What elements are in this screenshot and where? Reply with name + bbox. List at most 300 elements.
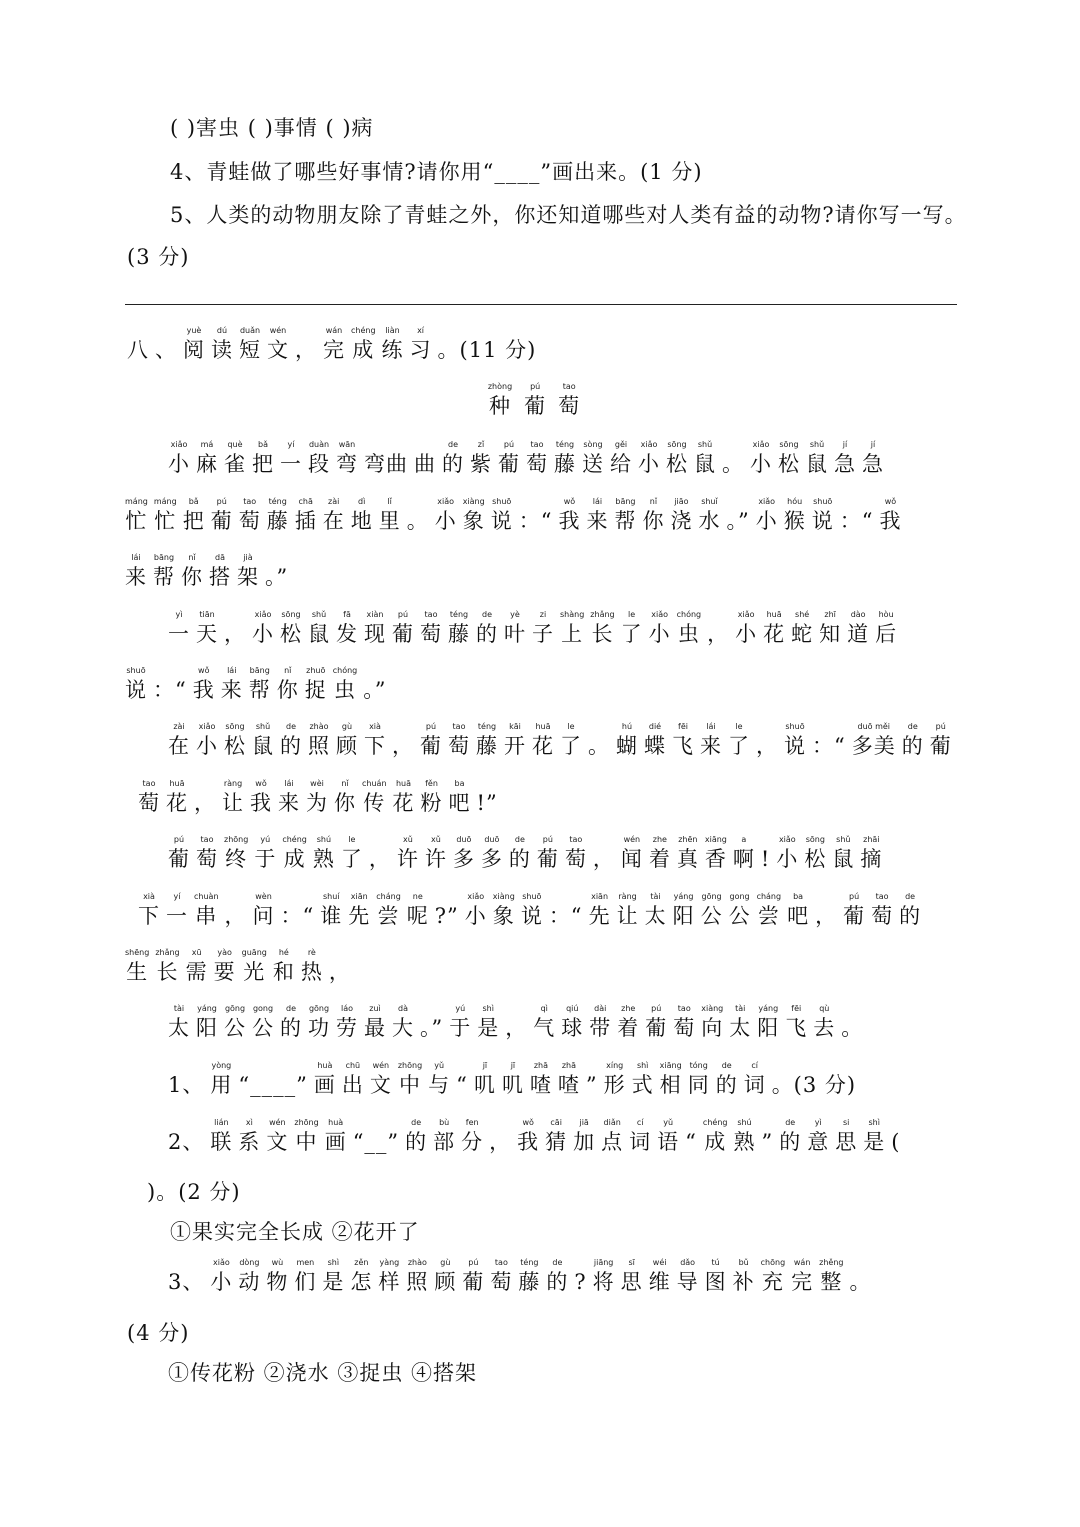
pinyin: tao [569, 835, 583, 844]
hanzi: 猴 [783, 509, 806, 533]
pinyin: wén [269, 326, 287, 335]
pinyin: gong [252, 1004, 274, 1013]
pinyin: shuō [522, 892, 542, 901]
pinyin: dā [215, 553, 225, 562]
pinyin: de [907, 722, 918, 731]
pinyin: shú [737, 1118, 752, 1127]
ruby-char [700, 722, 722, 760]
pinyin: xiàng [462, 497, 485, 506]
ruby-char [744, 1061, 766, 1099]
ruby-char [815, 892, 837, 930]
pinyin: gong [729, 892, 750, 901]
pinyin: cāi [550, 1118, 562, 1127]
ruby-char [370, 1061, 392, 1099]
ruby-char [295, 497, 317, 535]
ruby-char [505, 1004, 527, 1042]
hanzi: 导 [676, 1270, 699, 1294]
hanzi: 式 [631, 1073, 654, 1097]
ruby-char [196, 1004, 218, 1042]
hanzi: 紫 [470, 452, 492, 476]
ruby-char [210, 1061, 232, 1099]
pinyin: dú [216, 326, 228, 335]
ruby-char [677, 610, 702, 648]
hanzi: 曲 [414, 452, 436, 476]
pinyin: sōng [779, 440, 799, 449]
hanzi: 天 [196, 622, 218, 646]
pinyin: xiǎo [212, 1258, 230, 1267]
hanzi: 系 [238, 1130, 261, 1154]
pinyin: zhī [824, 610, 836, 619]
pinyin: diǎn [603, 1118, 621, 1127]
hanzi: 葡 [843, 904, 866, 928]
ruby-char [252, 722, 274, 760]
passage-line [125, 666, 393, 704]
ruby-char [621, 610, 643, 648]
passage-line [168, 1118, 906, 1156]
pinyin: chéng [702, 1118, 728, 1127]
ruby-char [586, 497, 608, 535]
pinyin: gōng [308, 1004, 330, 1013]
ruby-char [351, 326, 376, 364]
pinyin: gōng [224, 1004, 246, 1013]
hanzi: 后 [875, 622, 898, 646]
hanzi: 阅 [183, 338, 205, 362]
hanzi: 麻 [196, 452, 218, 476]
pinyin: chóng [332, 666, 358, 675]
ruby-char [336, 440, 358, 478]
ruby-char [325, 1118, 347, 1156]
hanzi: 点 [601, 1130, 624, 1154]
pinyin: máng [125, 497, 148, 506]
hanzi: 物 [266, 1270, 289, 1294]
pinyin: dì [358, 497, 366, 506]
hanzi: 小 [464, 904, 487, 928]
hanzi: 于 [254, 847, 277, 871]
pinyin: cháng [756, 892, 782, 901]
pinyin: jí [870, 440, 876, 449]
hanzi: 中 [295, 1130, 318, 1154]
hanzi: 开 [504, 734, 526, 758]
pinyin: duō [484, 835, 500, 844]
ruby-char [193, 666, 215, 704]
hanzi: 闻 [620, 847, 643, 871]
ruby-char [558, 1061, 580, 1099]
ruby-char [252, 440, 274, 478]
pinyin: dǎo [680, 1258, 696, 1267]
pinyin: tao [452, 722, 466, 731]
hanzi: 我 [192, 678, 215, 702]
pinyin: shé [795, 610, 810, 619]
pinyin: yáng [673, 892, 694, 901]
hanzi: 虫 [677, 622, 700, 646]
hanzi: !” [476, 791, 498, 815]
hanzi: 画 [313, 1073, 336, 1097]
ruby-char [421, 779, 443, 817]
pinyin: shì [482, 1004, 494, 1013]
pinyin: zhěng [819, 1258, 844, 1267]
ruby-char [521, 892, 543, 930]
ruby-char [819, 1258, 843, 1296]
pinyin: xiàng [701, 1004, 724, 1013]
ruby-char [210, 1258, 232, 1296]
hanzi: 萄 [673, 1016, 696, 1040]
pinyin: wǒ [522, 1118, 534, 1127]
ruby-char [616, 722, 638, 760]
ruby-char [211, 497, 233, 535]
ruby-char [519, 497, 553, 535]
hanzi: 传 [363, 791, 386, 815]
hanzi: 习 [409, 338, 432, 362]
pinyin: hú [621, 722, 633, 731]
hanzi: 你 [181, 565, 203, 589]
ruby-char [364, 1004, 386, 1042]
hanzi: 。 [722, 452, 744, 476]
hanzi: 帮 [153, 565, 175, 589]
pinyin: fēi [678, 722, 688, 731]
hanzi: 藤 [518, 1270, 541, 1294]
hanzi: 和 [272, 960, 295, 984]
ruby-char [308, 722, 330, 760]
hanzi: 飞 [672, 734, 694, 758]
hanzi: 短 [239, 338, 261, 362]
ruby-char [434, 1258, 456, 1296]
ruby-char [376, 892, 401, 930]
hanzi: 文 [267, 338, 289, 362]
hanzi: 同 [687, 1073, 710, 1097]
ruby-char [604, 1061, 626, 1099]
ruby-char [586, 1061, 598, 1099]
hanzi: ， [489, 1130, 512, 1154]
hanzi: 我 [250, 791, 272, 815]
hanzi: 我 [558, 509, 581, 533]
ruby-char [308, 1004, 330, 1042]
hanzi: 葡 [210, 509, 233, 533]
pinyin: dà [398, 1004, 408, 1013]
pinyin: yí [287, 440, 295, 449]
pinyin: pú [651, 1004, 662, 1013]
ruby-char [476, 722, 498, 760]
pinyin: wén [623, 835, 641, 844]
pinyin: jià [243, 553, 253, 562]
ruby-char [728, 722, 750, 760]
hanzi: 小 [210, 1270, 233, 1294]
hanzi: 形 [603, 1073, 626, 1097]
hanzi: 文 [369, 1073, 392, 1097]
hanzi: 来 [220, 678, 243, 702]
ruby-char [733, 1118, 755, 1156]
ruby-char [313, 835, 335, 873]
ruby-char [784, 722, 806, 760]
hanzi: 。” [726, 509, 750, 533]
pinyin: shuō [813, 497, 833, 506]
hanzi: 大 [392, 1016, 414, 1040]
pinyin: yáng [758, 1004, 779, 1013]
ruby-char [442, 440, 464, 478]
pinyin: téng [555, 440, 575, 449]
hanzi: 成 [283, 847, 306, 871]
hanzi: 里 [378, 509, 401, 533]
hanzi: 出 [341, 1073, 364, 1097]
ruby-char [154, 497, 177, 535]
hanzi: 的 [442, 452, 464, 476]
hanzi: 下 [364, 734, 386, 758]
ruby-char [351, 497, 373, 535]
pinyin: téng [477, 722, 497, 731]
hanzi: 小 [648, 622, 671, 646]
ruby-char [405, 1118, 427, 1156]
pinyin: le [348, 835, 356, 844]
hanzi: 完 [323, 338, 345, 362]
hanzi: 许 [424, 847, 447, 871]
question-4: 4、青蛙做了哪些好事情?请你用“____”画出来。(1 分) [170, 160, 703, 184]
hanzi: 补 [732, 1270, 755, 1294]
pinyin: nǐ [649, 497, 658, 506]
hanzi: 着 [648, 847, 671, 871]
pinyin: gōng [701, 892, 722, 901]
pinyin: xiàn [366, 610, 384, 619]
ruby-char [323, 326, 345, 364]
hanzi: 于 [449, 1016, 472, 1040]
ruby-char [532, 610, 554, 648]
ruby-char [449, 779, 471, 817]
ruby-char [224, 835, 248, 873]
hanzi: 小 [638, 452, 660, 476]
passage-line [168, 835, 888, 873]
ruby-char [488, 382, 512, 420]
hanzi: 葡 [645, 1016, 668, 1040]
ruby-char [435, 497, 457, 535]
ruby-char [707, 610, 729, 648]
ruby-char [688, 1061, 710, 1099]
ruby-char [323, 497, 345, 535]
ruby-char [378, 1258, 400, 1296]
hanzi: 2、 [168, 1130, 205, 1154]
hanzi: 把 [252, 452, 274, 476]
ruby-char [902, 722, 924, 760]
pinyin: de [482, 610, 492, 619]
hanzi: 与 [428, 1073, 451, 1097]
ruby-char [280, 610, 302, 648]
hanzi: 照 [308, 734, 330, 758]
ruby-char [545, 1118, 567, 1156]
ruby-char [266, 1258, 288, 1296]
hanzi: 花 [392, 791, 415, 815]
pinyin: shì [636, 1061, 649, 1070]
hanzi: “ [456, 1073, 468, 1097]
hanzi: 功 [308, 1016, 330, 1040]
ruby-char [280, 722, 302, 760]
pinyin: chéng [282, 835, 307, 844]
ruby-char [852, 722, 896, 760]
pinyin: wán [325, 326, 343, 335]
pinyin: huà [328, 1118, 344, 1127]
hanzi: 藤 [476, 734, 498, 758]
hanzi: 叽 [473, 1073, 496, 1097]
ruby-char [398, 1061, 422, 1099]
hanzi: 思 [835, 1130, 858, 1154]
pinyin: tiān [199, 610, 215, 619]
ruby-char [733, 835, 755, 873]
ruby-char [168, 440, 190, 478]
hanzi: ， [224, 904, 247, 928]
pinyin: chóng [676, 610, 702, 619]
section-heading [127, 326, 542, 364]
ruby-char [364, 440, 408, 478]
ruby-char [632, 1061, 654, 1099]
hanzi: 加 [573, 1130, 596, 1154]
ruby-char [757, 892, 782, 930]
hanzi: ：“ [548, 904, 583, 928]
ruby-char [463, 497, 485, 535]
ruby-char [425, 835, 447, 873]
hanzi: 气 [533, 1016, 556, 1040]
pinyin: bù [439, 1118, 450, 1127]
ruby-char [210, 1118, 232, 1156]
ruby-char [530, 1061, 552, 1099]
hanzi: 公 [252, 1016, 274, 1040]
ruby-char [757, 1004, 779, 1042]
hanzi: ， [224, 622, 246, 646]
ruby-char [593, 1258, 615, 1296]
hanzi: 藤 [448, 622, 470, 646]
pinyin: wǒ [255, 779, 267, 788]
ruby-char [382, 326, 404, 364]
pinyin: pú [468, 1258, 479, 1267]
hanzi: 的 [779, 1130, 802, 1154]
pinyin: shuí [323, 892, 340, 901]
passage-line [125, 553, 294, 591]
hanzi: 一 [168, 622, 190, 646]
ruby-char [673, 892, 695, 930]
ruby-char [168, 835, 190, 873]
hanzi: 顾 [434, 1270, 457, 1294]
hanzi: 多 [480, 847, 503, 871]
hanzi: 插 [294, 509, 317, 533]
pinyin: a [741, 835, 747, 844]
hanzi: 忙 [154, 509, 177, 533]
pinyin: ne [412, 892, 423, 901]
hanzi: 阳 [196, 1016, 218, 1040]
pinyin: xiǎo [651, 610, 668, 619]
ruby-char [214, 948, 236, 986]
ruby-char [238, 1118, 260, 1156]
hanzi: 要 [213, 960, 236, 984]
ruby-char [209, 553, 231, 591]
ruby-char [392, 722, 414, 760]
hanzi: 。” [420, 1016, 444, 1040]
hanzi: 整 [820, 1270, 843, 1294]
ruby-char [438, 326, 537, 364]
hanzi: 下 [138, 904, 160, 928]
ruby-char [756, 722, 778, 760]
hanzi: 串 [195, 904, 218, 928]
hanzi: 架 [237, 565, 259, 589]
ruby-char [342, 1061, 364, 1099]
hanzi: ， [505, 1016, 528, 1040]
ruby-char [524, 382, 546, 420]
pinyin: le [628, 610, 636, 619]
hanzi: 你 [642, 509, 665, 533]
hanzi: 萄 [238, 509, 261, 533]
pinyin: xiǎo [437, 497, 455, 506]
pinyin: dài [594, 1004, 607, 1013]
ruby-char [364, 722, 386, 760]
hanzi: 太 [168, 1016, 190, 1040]
pinyin: zhǎng [155, 948, 180, 957]
hanzi: 了 [560, 734, 582, 758]
ruby-char [862, 440, 884, 478]
ruby-char [899, 892, 921, 930]
hanzi: 的 [715, 1073, 738, 1097]
pinyin: pú [503, 440, 515, 449]
hanzi: ：“ [153, 678, 187, 702]
ruby-char [420, 610, 442, 648]
ruby-char [601, 1118, 623, 1156]
hanzi: 猜 [545, 1130, 568, 1154]
pinyin: qì [540, 1004, 548, 1013]
pinyin: xiàng [492, 892, 515, 901]
hanzi: 花 [763, 622, 786, 646]
ruby-char [138, 779, 160, 817]
pinyin: xiāng [704, 835, 727, 844]
hanzi: 弯曲 [364, 452, 408, 476]
hanzi: 地 [350, 509, 373, 533]
pinyin: fen [465, 1118, 479, 1127]
ruby-char [476, 610, 498, 648]
ruby-char [776, 835, 798, 873]
ruby-char [638, 440, 660, 478]
ruby-char [280, 440, 302, 478]
pinyin: cí [636, 1118, 644, 1127]
hanzi: 花 [532, 734, 554, 758]
ruby-char [729, 892, 751, 930]
ruby-char [660, 1061, 682, 1099]
hanzi: ， [392, 734, 414, 758]
pinyin: lǐ [387, 497, 392, 506]
ruby-char [194, 779, 216, 817]
hanzi: 子 [532, 622, 554, 646]
hanzi: 生 [126, 960, 149, 984]
ruby-char [435, 892, 459, 930]
ruby-char [772, 1061, 856, 1099]
pinyin: shǔ [809, 440, 825, 449]
ruby-char [819, 610, 841, 648]
hanzi: 。(3 分) [771, 1073, 857, 1097]
ruby-char [222, 779, 244, 817]
hanzi: 象 [462, 509, 485, 533]
hanzi: 来 [700, 734, 722, 758]
pinyin: ba [454, 779, 465, 788]
hanzi: ?” [434, 904, 459, 928]
pinyin: cí [751, 1061, 758, 1070]
hanzi: 鼠 [252, 734, 274, 758]
hanzi: 终 [225, 847, 248, 871]
ruby-char [832, 835, 854, 873]
ruby-char [341, 835, 363, 873]
ruby-char [305, 666, 327, 704]
pinyin: bǔ [738, 1258, 749, 1267]
pinyin: zhōng [397, 1061, 423, 1070]
ruby-char [168, 1118, 204, 1156]
ruby-char [127, 326, 149, 364]
passage-line [125, 497, 907, 535]
pinyin: jī [510, 1061, 516, 1070]
passage-line [168, 440, 890, 478]
ruby-char [273, 948, 295, 986]
hanzi: “ [685, 1130, 697, 1154]
ruby-char [806, 440, 828, 478]
ruby-char [474, 1061, 496, 1099]
